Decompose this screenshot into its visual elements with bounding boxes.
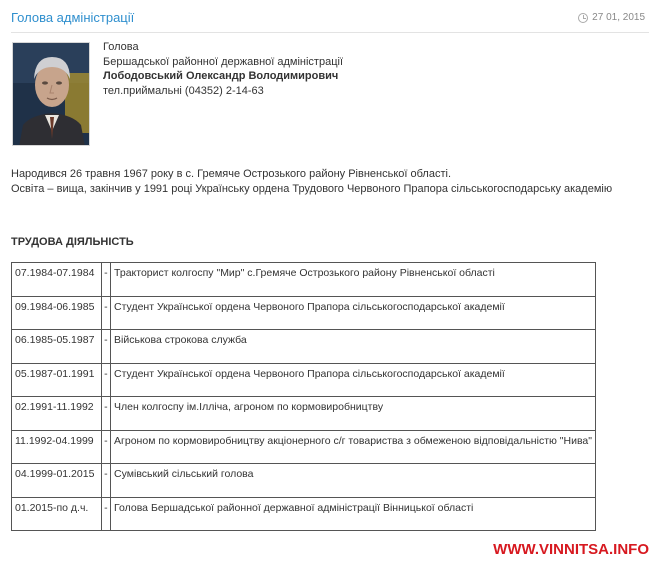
career-section-title: ТРУДОВА ДІЯЛЬНІСТЬ: [11, 236, 134, 248]
career-dash: -: [101, 497, 110, 531]
portrait-photo: [12, 42, 90, 146]
career-dash: -: [101, 430, 110, 464]
table-row: [12, 296, 596, 330]
site-watermark: WWW.VINNITSA.INFO: [493, 541, 649, 558]
table-row: [12, 430, 596, 464]
career-period: 06.1985-05.1987: [12, 330, 102, 364]
career-description: Член колгоспу ім.Ілліча, агроном по кормовиробництву: [111, 397, 596, 431]
career-description: Тракторист колгоспу "Мир" с.Гремяче Острозького району Рівненської області: [111, 263, 596, 297]
table-row: [12, 363, 596, 397]
career-description: Сумівський сільський голова: [111, 464, 596, 498]
table-row: [12, 497, 596, 531]
table-row: [12, 464, 596, 498]
article-date-text: 27 01, 2015: [592, 12, 645, 23]
table-row: [12, 397, 596, 431]
career-dash: -: [101, 397, 110, 431]
career-dash: -: [101, 296, 110, 330]
career-dash: -: [101, 464, 110, 498]
career-table: [11, 262, 596, 531]
table-row: [12, 330, 596, 364]
profile-phone: тел.приймальні (04352) 2-14-63: [103, 84, 264, 97]
career-period: 11.1992-04.1999: [12, 430, 102, 464]
career-description: Студент Української ордена Червоного Прапора сільськогосподарської академії: [111, 363, 596, 397]
career-period: 04.1999-01.2015: [12, 464, 102, 498]
career-dash: -: [101, 330, 110, 364]
article-title-link[interactable]: Голова адміністрації: [11, 10, 135, 25]
career-description: Голова Бершадської районної державної адміністрації Вінницької області: [111, 497, 596, 531]
career-dash: -: [101, 363, 110, 397]
career-period: 09.1984-06.1985: [12, 296, 102, 330]
profile-position: Голова: [103, 41, 139, 53]
biography: [11, 167, 612, 196]
career-description: Агроном по кормовиробництву акціонерного с/г товариства з обмеженою відповідальністю "Нива": [111, 430, 596, 464]
table-row: [12, 263, 596, 297]
article-header: [11, 10, 649, 32]
article-date: [578, 12, 645, 23]
career-table-body: [12, 263, 596, 531]
header-divider: [11, 32, 649, 33]
profile-organization: Бершадської районної державної адміністрації: [103, 55, 344, 68]
profile-name: Лободовський Олександр Володимирович: [103, 70, 339, 82]
career-period: 02.1991-11.1992: [12, 397, 102, 431]
bio-education: Освіта – вища, закінчив у 1991 році Українську ордена Трудового Червоного Прапора сільськогосподарську академію: [11, 182, 613, 195]
career-description: Військова строкова служба: [111, 330, 596, 364]
career-period: 05.1987-01.1991: [12, 363, 102, 397]
career-description: Студент Української ордена Червоного Прапора сільськогосподарської академії: [111, 296, 596, 330]
clock-icon: [578, 13, 588, 23]
bio-birth: Народився 26 травня 1967 року в с. Гремяче Острозького району Рівненської області.: [11, 168, 452, 180]
career-period: 07.1984-07.1984: [12, 263, 102, 297]
career-dash: -: [101, 263, 110, 297]
profile-info: [103, 40, 343, 98]
career-period: 01.2015-по д.ч.: [12, 497, 102, 531]
